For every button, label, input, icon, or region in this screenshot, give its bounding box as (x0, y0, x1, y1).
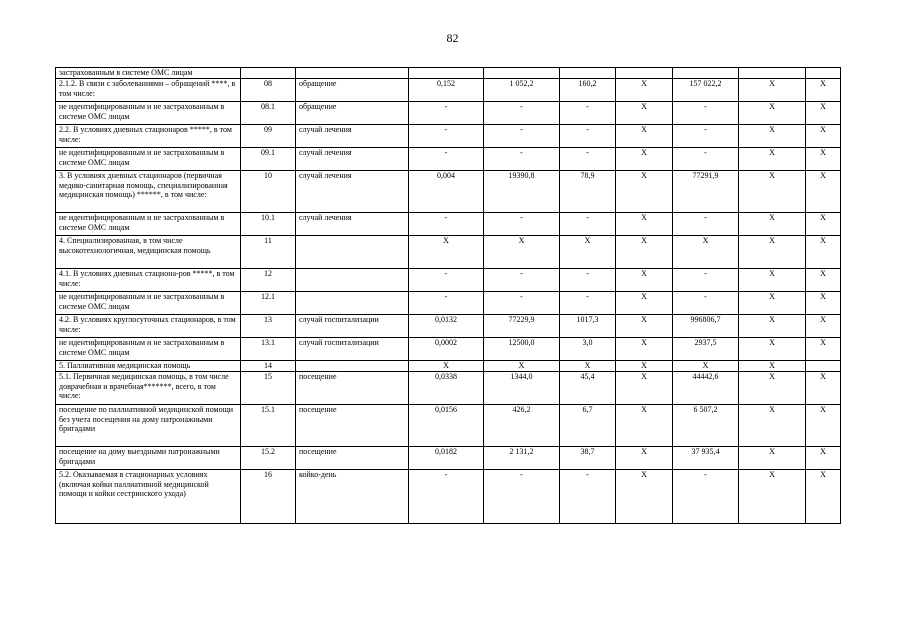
row-norm: 0,0182 (409, 447, 484, 470)
row-name: 2.2. В условиях дневных стационаров *****, в том числе: (56, 125, 241, 148)
row-name: не идентифицированным и не застрахованным в системе ОМС лицам (56, 338, 241, 361)
row-col10: Х (806, 171, 841, 213)
row-code: 15 (241, 372, 296, 405)
row-col7: Х (616, 361, 673, 372)
row-cost: 2 131,2 (484, 447, 560, 470)
row-norm: - (409, 292, 484, 315)
table-row (56, 79, 841, 102)
row-col7 (616, 68, 673, 79)
table-row (56, 148, 841, 171)
row-unit: случай госпитализации (296, 338, 409, 361)
row-col9: Х (739, 236, 806, 269)
row-col8: 77291,9 (673, 171, 739, 213)
row-unit: посещение (296, 447, 409, 470)
row-per-capita: - (560, 269, 616, 292)
row-unit: случай лечения (296, 171, 409, 213)
row-col8: - (673, 269, 739, 292)
row-cost: 426,2 (484, 405, 560, 447)
row-col7: Х (616, 125, 673, 148)
row-col10: Х (806, 405, 841, 447)
row-code: 13.1 (241, 338, 296, 361)
row-col10: Х (806, 447, 841, 470)
row-col7: Х (616, 79, 673, 102)
row-col9: Х (739, 79, 806, 102)
row-per-capita: 45,4 (560, 372, 616, 405)
row-code: 11 (241, 236, 296, 269)
row-col10: Х (806, 292, 841, 315)
row-name: не идентифицированным и не застрахованным в системе ОМС лицам (56, 213, 241, 236)
row-col7: Х (616, 405, 673, 447)
row-name: 2.1.2. В связи с заболеваниями – обращений ****, в том числе: (56, 79, 241, 102)
row-per-capita: 6,7 (560, 405, 616, 447)
row-unit: обращение (296, 79, 409, 102)
row-cost: 19390,8 (484, 171, 560, 213)
table-row (56, 372, 841, 405)
row-col8: - (673, 102, 739, 125)
row-cost: 1 052,2 (484, 79, 560, 102)
row-cost: - (484, 125, 560, 148)
table-row (56, 102, 841, 125)
table-row (56, 171, 841, 213)
row-name: посещение на дому выездными патронажными бригадами (56, 447, 241, 470)
row-code: 14 (241, 361, 296, 372)
row-col10: Х (806, 315, 841, 338)
row-col9: Х (739, 102, 806, 125)
row-per-capita: - (560, 148, 616, 171)
row-per-capita (560, 68, 616, 79)
table-row (56, 447, 841, 470)
row-cost: - (484, 148, 560, 171)
row-unit (296, 236, 409, 269)
row-norm: 0,004 (409, 171, 484, 213)
row-col8: - (673, 470, 739, 524)
row-unit: случай лечения (296, 213, 409, 236)
row-cost: 12500,0 (484, 338, 560, 361)
row-code: 09 (241, 125, 296, 148)
row-norm: - (409, 148, 484, 171)
row-code: 10.1 (241, 213, 296, 236)
table-row (56, 405, 841, 447)
row-name: 5. Паллиативная медицинская помощь (56, 361, 241, 372)
row-col8: 2937,5 (673, 338, 739, 361)
row-norm: - (409, 213, 484, 236)
row-col10: Х (806, 236, 841, 269)
row-col9: Х (739, 405, 806, 447)
row-unit (296, 269, 409, 292)
row-norm: - (409, 470, 484, 524)
row-code: 09.1 (241, 148, 296, 171)
row-col10: Х (806, 338, 841, 361)
page-number: 82 (446, 31, 459, 45)
row-col8: - (673, 125, 739, 148)
row-col7: Х (616, 447, 673, 470)
row-col9: Х (739, 213, 806, 236)
row-norm: 0,0132 (409, 315, 484, 338)
row-col7: Х (616, 171, 673, 213)
row-col10: Х (806, 125, 841, 148)
row-col9: Х (739, 338, 806, 361)
table-row (56, 338, 841, 361)
row-col8: 6 507,2 (673, 405, 739, 447)
row-col9: Х (739, 125, 806, 148)
row-norm: - (409, 125, 484, 148)
row-per-capita: - (560, 470, 616, 524)
row-code: 15.2 (241, 447, 296, 470)
row-col9: Х (739, 361, 806, 372)
row-col9 (739, 68, 806, 79)
row-per-capita: 1017,3 (560, 315, 616, 338)
row-unit: случай лечения (296, 148, 409, 171)
row-code: 13 (241, 315, 296, 338)
row-code: 16 (241, 470, 296, 524)
row-col9: Х (739, 315, 806, 338)
row-col9: Х (739, 470, 806, 524)
row-col8: 996806,7 (673, 315, 739, 338)
row-col7: Х (616, 372, 673, 405)
row-unit (296, 292, 409, 315)
row-col10 (806, 361, 841, 372)
row-code (241, 68, 296, 79)
row-unit: обращение (296, 102, 409, 125)
row-norm: Х (409, 236, 484, 269)
table-row (56, 361, 841, 372)
row-per-capita: Х (560, 236, 616, 269)
row-col7: Х (616, 213, 673, 236)
row-col7: Х (616, 315, 673, 338)
row-per-capita: - (560, 292, 616, 315)
row-cost: - (484, 213, 560, 236)
row-per-capita: - (560, 125, 616, 148)
row-col10 (806, 68, 841, 79)
row-col8: - (673, 148, 739, 171)
row-per-capita: 38,7 (560, 447, 616, 470)
row-name: 3. В условиях дневных стационаров (первичная медико-санитарная помощь, специализированная медицинская помощь) ******, в том числе: (56, 171, 241, 213)
row-col7: Х (616, 236, 673, 269)
table-row (56, 125, 841, 148)
row-col8: 44442,6 (673, 372, 739, 405)
row-col8: 37 935,4 (673, 447, 739, 470)
table-row (56, 68, 841, 79)
row-unit: посещение (296, 372, 409, 405)
row-col8: - (673, 292, 739, 315)
row-cost: - (484, 269, 560, 292)
row-col8: 157 022,2 (673, 79, 739, 102)
row-norm: - (409, 102, 484, 125)
row-cost (484, 68, 560, 79)
row-col7: Х (616, 102, 673, 125)
financing-table (55, 67, 841, 524)
row-cost: - (484, 292, 560, 315)
row-col10: Х (806, 269, 841, 292)
row-unit: посещение (296, 405, 409, 447)
row-name: 4.1. В условиях дневных стациона-ров *****, в том числе: (56, 269, 241, 292)
row-code: 08 (241, 79, 296, 102)
row-col7: Х (616, 338, 673, 361)
row-cost: - (484, 470, 560, 524)
row-cost: Х (484, 236, 560, 269)
row-norm: 0,0156 (409, 405, 484, 447)
row-col8: - (673, 213, 739, 236)
table-row (56, 213, 841, 236)
row-code: 12 (241, 269, 296, 292)
row-cost: - (484, 102, 560, 125)
row-per-capita: 78,9 (560, 171, 616, 213)
table-row (56, 269, 841, 292)
row-name: не идентифицированным и не застрахованным в системе ОМС лицам (56, 292, 241, 315)
row-unit (296, 68, 409, 79)
row-col7: Х (616, 470, 673, 524)
row-col10: Х (806, 79, 841, 102)
row-code: 15.1 (241, 405, 296, 447)
row-col9: Х (739, 372, 806, 405)
row-col8: Х (673, 236, 739, 269)
row-per-capita: 160,2 (560, 79, 616, 102)
table-row (56, 315, 841, 338)
row-col8 (673, 68, 739, 79)
row-unit: случай госпитализации (296, 315, 409, 338)
row-col7: Х (616, 148, 673, 171)
row-code: 12.1 (241, 292, 296, 315)
row-unit (296, 361, 409, 372)
row-norm: 0,0002 (409, 338, 484, 361)
row-col9: Х (739, 292, 806, 315)
row-col10: Х (806, 372, 841, 405)
row-name: 4. Специализированная, в том числе высокотехнологичная, медицинская помощь (56, 236, 241, 269)
row-cost: 77229,9 (484, 315, 560, 338)
table-row (56, 236, 841, 269)
row-code: 10 (241, 171, 296, 213)
row-per-capita: - (560, 102, 616, 125)
row-per-capita: - (560, 213, 616, 236)
row-cost: Х (484, 361, 560, 372)
row-per-capita: 3,0 (560, 338, 616, 361)
row-col7: Х (616, 269, 673, 292)
row-col8: Х (673, 361, 739, 372)
row-norm (409, 68, 484, 79)
row-col10: Х (806, 102, 841, 125)
row-name: посещение по паллиативной медицинской помощи без учета посещения на дому патронажными бригадами (56, 405, 241, 447)
row-name: не идентифицированным и не застрахованным в системе ОМС лицам (56, 148, 241, 171)
row-norm: - (409, 269, 484, 292)
row-col9: Х (739, 269, 806, 292)
row-col9: Х (739, 171, 806, 213)
row-name: застрахованным в системе ОМС лицам (56, 68, 241, 79)
row-name: не идентифицированным и не застрахованным в системе ОМС лицам (56, 102, 241, 125)
table-row (56, 470, 841, 524)
row-norm: Х (409, 361, 484, 372)
row-cost: 1344,0 (484, 372, 560, 405)
row-norm: 0,0338 (409, 372, 484, 405)
row-name: 4.2. В условиях круглосуточных стационаров, в том числе: (56, 315, 241, 338)
row-code: 08.1 (241, 102, 296, 125)
row-col10: Х (806, 470, 841, 524)
row-unit: койко-день (296, 470, 409, 524)
table-row (56, 292, 841, 315)
row-norm: 0,152 (409, 79, 484, 102)
row-unit: случай лечения (296, 125, 409, 148)
row-col7: Х (616, 292, 673, 315)
row-col9: Х (739, 447, 806, 470)
row-name: 5.2. Оказываемая в стационарных условиях (включая койки паллиативной медицинской помощи и койки сестринского ухода) (56, 470, 241, 524)
row-col10: Х (806, 148, 841, 171)
row-name: 5.1. Первичная медицинская помощь, в том числе доврачебная и врачебная*******, всего, в том числе: (56, 372, 241, 405)
row-per-capita: Х (560, 361, 616, 372)
row-col10: Х (806, 213, 841, 236)
row-col9: Х (739, 148, 806, 171)
